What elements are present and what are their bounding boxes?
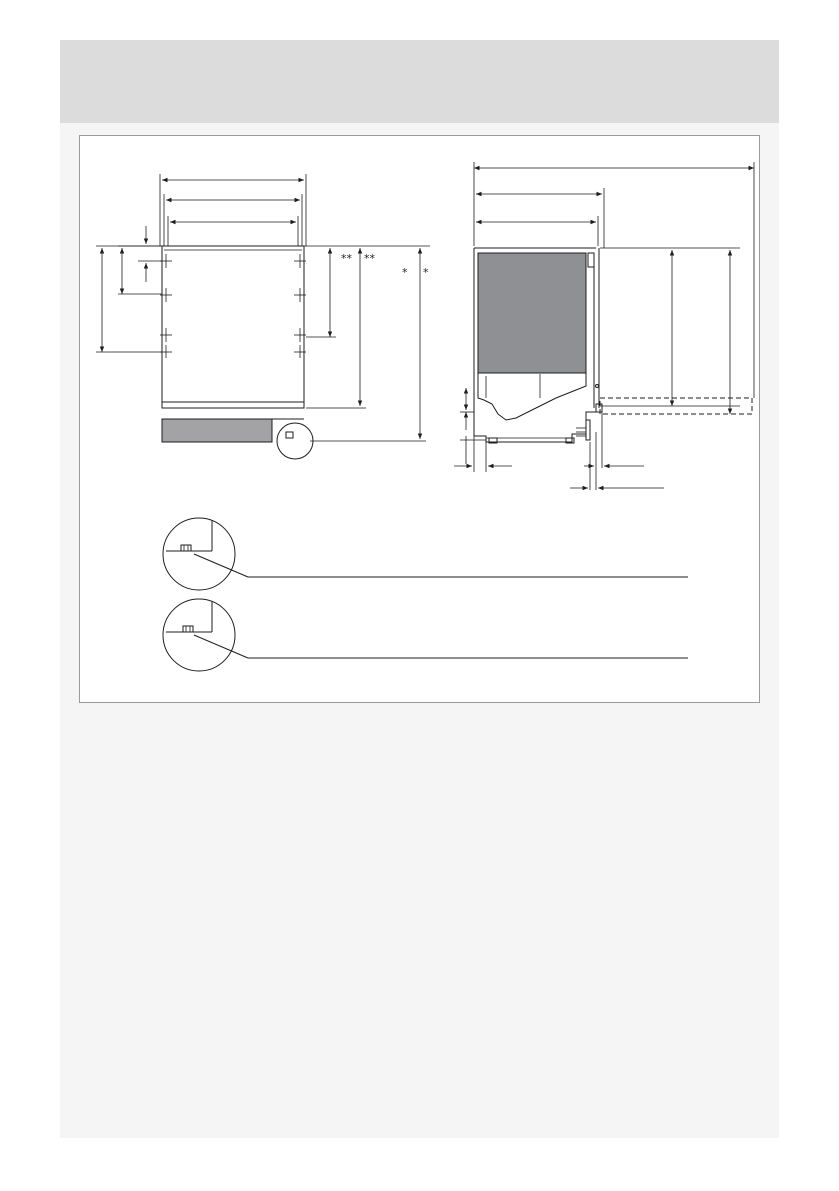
front-adjustable-foot — [286, 432, 293, 438]
side-base-structure — [478, 373, 586, 420]
side-bottom-right-dimensions — [570, 412, 664, 490]
front-width-dimensions — [160, 174, 306, 246]
side-view — [454, 162, 754, 490]
side-door-hinge — [588, 253, 594, 267]
side-door-screw — [596, 385, 599, 388]
front-foot-detail-circle — [277, 423, 313, 459]
header-band — [60, 40, 779, 123]
installation-dimension-figure — [79, 135, 760, 703]
front-view — [96, 174, 430, 459]
document-page — [60, 40, 779, 1138]
front-kickplate-panel — [162, 419, 272, 442]
side-height-dimensions — [600, 248, 740, 414]
front-body-outline — [162, 246, 304, 408]
marker-single-asterisk-a: * — [402, 266, 408, 279]
marker-double-asterisk-b: ** — [364, 252, 375, 265]
foot-detail-callout-2 — [163, 599, 688, 671]
dimension-drawing — [80, 136, 759, 702]
front-left-height-dimensions — [96, 226, 162, 352]
foot-detail-callout-1 — [163, 518, 688, 590]
side-kickplate — [586, 420, 590, 440]
front-right-height-dimensions — [304, 246, 430, 441]
side-tub-shaded — [478, 253, 586, 373]
marker-single-asterisk-b: * — [423, 266, 429, 279]
marker-double-asterisk-a: ** — [341, 252, 352, 265]
side-bottom-left-dimensions — [454, 388, 512, 472]
